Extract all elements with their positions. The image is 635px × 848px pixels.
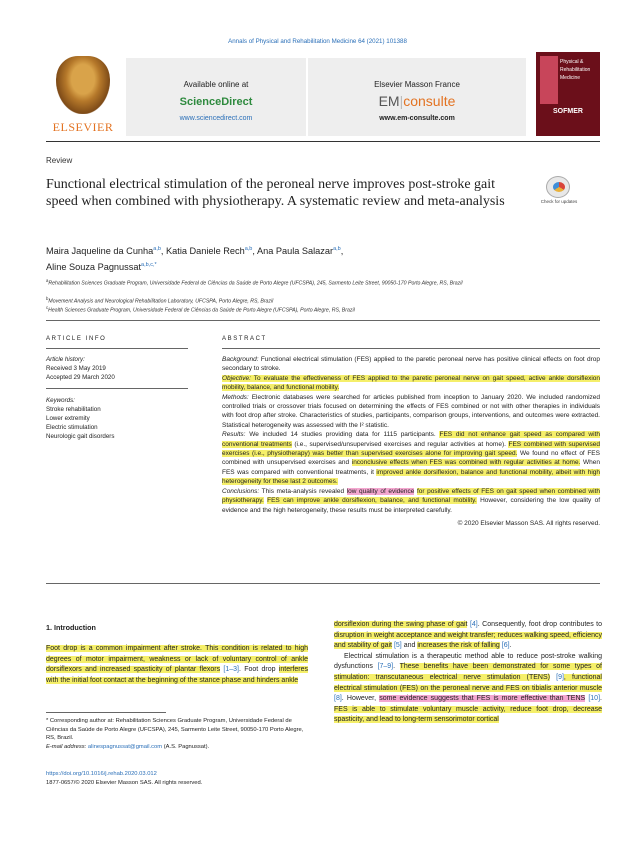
author-2[interactable]: Katia Daniele Rech$^{a,b}$ xyxy=(166,246,253,257)
elsevier-wordmark: ELSEVIER xyxy=(52,120,114,134)
received-date: Received 3 May 2019 xyxy=(46,365,106,372)
keywords xyxy=(46,396,188,441)
em-consulte-box[interactable] xyxy=(308,58,526,136)
journal-citation[interactable]: Annals of Physical and Rehabilitation Medicine 64 (2021) 101388 xyxy=(228,38,407,45)
affiliation-a: $^a$Rehabilitation Sciences Graduate Program, Universidade Federal de Ciências da Saúde de Porto Alegre (UFCSPA), 245, Sarmento Leite Street, 90050-170 Porto Alegre, RS, Brazil xyxy=(46,278,463,287)
em-publisher: Elsevier Masson France xyxy=(374,80,460,89)
sd-url[interactable]: www.sciencedirect.com xyxy=(179,115,253,122)
doi-link[interactable]: https://doi.org/10.1016/j.rehab.2020.03.012 xyxy=(46,771,157,777)
abstract-background: Background: Functional electrical stimulation (FES) applied to the paretic peroneal nerve has positive clinical effects on foot drop secondary to stroke. xyxy=(222,356,600,373)
abstract-body xyxy=(222,355,600,528)
article-title: Functional electrical stimulation of the peroneal nerve improves post-stroke gait speed when combined with physiotherapy. A systematic review and meta-analysis xyxy=(46,177,505,209)
corresponding-author: * Corresponding author at: Rehabilitation Sciences Graduate Program, Universidade Federal de Ciências da Saúde de Porto Alegre (UFCSPA), 245, Sarmento Leite Street, 90050-170 Porto Alegre, RS, Brazil. xyxy=(46,718,304,742)
affiliation-b: $^b$Movement Analysis and Neurological Rehabilitation Laboratory, UFCSPA, Porto Alegre, RS, Brazil xyxy=(46,296,274,305)
sd-name: ScienceDirect xyxy=(179,96,253,108)
citation-link[interactable]: [10] xyxy=(588,695,601,703)
citation-link[interactable]: [5] xyxy=(393,642,402,650)
elsevier-logo[interactable] xyxy=(46,52,120,136)
abstract-rule xyxy=(222,348,600,349)
citation-link[interactable]: [9] xyxy=(556,673,564,681)
history-label: Article history: xyxy=(46,356,85,363)
intro-paragraph-right xyxy=(334,620,602,726)
intro-paragraph-2: Electrical stimulation is a therapeutic method able to reduce post-stroke walking dysfunctions [7–9]. These benefits have been demonstrated for some types of stimulation: transcutaneous electrical nerve stimulation (TENS) [9], functional electrical stimulation (FES) on the peroneal nerve and FES on tibialis anterior muscle [8]. However, some evidence suggests that FES is more effective than TENS [10]. FES is able to stimulate voluntary muscle activity, reduce foot drop, decrease spasticity, and lead to long-term sensorimotor cortical xyxy=(334,652,602,724)
citation-link[interactable]: [4] xyxy=(469,621,478,628)
keyword: Neurologic gait disorders xyxy=(46,433,115,440)
sd-available-text: Available online at xyxy=(183,80,249,89)
cover-title: Physical & Rehabilitation Medicine xyxy=(560,59,591,81)
intro-paragraph-1: Foot drop is a common impairment after stroke. This condition is related to high degrees of motor impairment, weakness or lack of voluntary control of ankle dorsiflexors and increased spasticity of plantar flexors [1–3]. Foot drop interferes with the initial foot contact at the beginning of the stance phase and hinders ankle xyxy=(46,645,308,684)
elsevier-tree-icon xyxy=(56,56,110,114)
check-updates-label: Check for updates xyxy=(540,199,578,204)
corresponding-footnote xyxy=(46,717,308,751)
author-list: Maira Jaqueline da Cunha$^{a,b}$, Katia Daniele Rech$^{a,b}$, Ana Paula Salazar$^{a,b}$, Aline Souza Pagnussat$^{a,b,c,*}$ xyxy=(46,246,344,273)
citation-link[interactable]: [6] xyxy=(501,642,510,650)
abstract-results: Results: We included 14 studies providing data for 1115 participants. FES did not enhance gait speed as compared with conventional treatments (i.e., supervised/unsupervised exercises and regular activities at home). FES combined with supervised exercises (i.e., physiotherapy) was better than supervised exercises alone for improving gait speed. We found no effect of FES combined with unsupervised exercises and inconclusive effects when FES was combined with regular activities at home. When FES was compared with conventional treatments, it improved ankle dorsiflexion, balance and functional mobility, albeit with high heterogeneity for these last 2 outcomes. xyxy=(222,431,600,486)
email-line: E-mail address: alinespagnussat@gmail.com (A.S. Pagnussat). xyxy=(46,743,210,750)
check-updates-icon xyxy=(546,176,570,198)
citation-link[interactable]: [1–3] xyxy=(223,666,239,674)
check-updates-badge[interactable] xyxy=(536,176,582,212)
em-logo-b: consulte xyxy=(403,93,456,109)
introduction-heading: 1. Introduction xyxy=(46,623,96,632)
abstract-heading: ABSTRACT xyxy=(222,336,267,342)
doi-block xyxy=(46,770,346,788)
info-rule xyxy=(46,348,188,349)
keyword: Stroke rehabilitation xyxy=(46,406,101,413)
journal-cover[interactable] xyxy=(536,52,600,136)
issn-line: 1877-0657/© 2020 Elsevier Masson SAS. All rights reserved. xyxy=(46,780,203,786)
keyword: Lower extremity xyxy=(46,415,90,422)
article-type: Review xyxy=(46,156,73,165)
cover-brand: SOFMER xyxy=(553,108,583,115)
affiliation-c: $^c$Health Sciences Graduate Program, Universidade Federal de Ciências da Saúde de Porto Alegre (UFCSPA), Porto Alegre, RS, Brazil xyxy=(46,305,355,314)
article-info-heading: ARTICLE INFO xyxy=(46,336,107,342)
author-3[interactable]: Ana Paula Salazar$^{a,b}$ xyxy=(256,246,341,257)
em-logo: EM|consulte xyxy=(378,93,456,109)
citation-link[interactable]: [7–9] xyxy=(377,663,394,671)
em-url[interactable]: www.em-consulte.com xyxy=(379,115,455,122)
header-rule xyxy=(46,141,600,142)
article-history xyxy=(46,355,188,382)
sciencedirect-box[interactable] xyxy=(126,58,306,136)
email-link[interactable]: alinespagnussat@gmail.com xyxy=(87,743,163,750)
abstract-objective: Objective: To evaluate the effectiveness of FES applied to the paretic peroneal nerve on gait speed, active ankle dorsiflexion mobility, balance, and functional mobility. xyxy=(222,374,600,392)
keyword: Electric stimulation xyxy=(46,424,98,431)
affiliation-rule xyxy=(46,320,600,321)
history-rule xyxy=(46,388,188,389)
author-1[interactable]: Maira Jaqueline da Cunha$^{a,b}$ xyxy=(46,246,161,257)
abstract-end-rule xyxy=(46,583,600,584)
footnote-rule xyxy=(46,712,166,713)
abstract-methods: Methods: Electronic databases were searched for articles published from inception to January 2020. We included randomized controlled trials or crossover trials focused on determining the effects of FES combined or not with other therapies in individuals with foot drop after stroke. Characteristics of studies, participants, comparison groups, interventions, and outcomes were extracted. Statistical heterogeneity was assessed with the I² statistic. xyxy=(222,393,600,429)
em-logo-a: EM xyxy=(378,93,400,109)
abstract-conclusions: Conclusions: This meta-analysis revealed low quality of evidence for positive effects of FES on gait speed when combined with physiotherapy. FES can improve ankle dorsiflexion, balance, and functional mobility. However, considering the low quality of evidence and the high heterogeneity, these results must be interpreted carefully. xyxy=(222,487,601,514)
cover-stripe xyxy=(540,56,558,104)
journal-header xyxy=(46,52,600,136)
intro-paragraph-1-cont: dorsiflexion during the swing phase of gait [4]. Consequently, foot drop contributes to disruption in weight acceptance and weight transfer; reduces walking speed, efficiency and stability of gait [5] and increases the risk of falling [6]. xyxy=(334,621,602,650)
accepted-date: Accepted 29 March 2020 xyxy=(46,374,115,381)
citation-link[interactable]: [8] xyxy=(334,695,342,703)
keywords-label: Keywords: xyxy=(46,397,75,404)
abstract-copyright: © 2020 Elsevier Masson SAS. All rights reserved. xyxy=(457,519,600,527)
author-4[interactable]: Aline Souza Pagnussat$^{a,b,c,*}$ xyxy=(46,262,157,273)
